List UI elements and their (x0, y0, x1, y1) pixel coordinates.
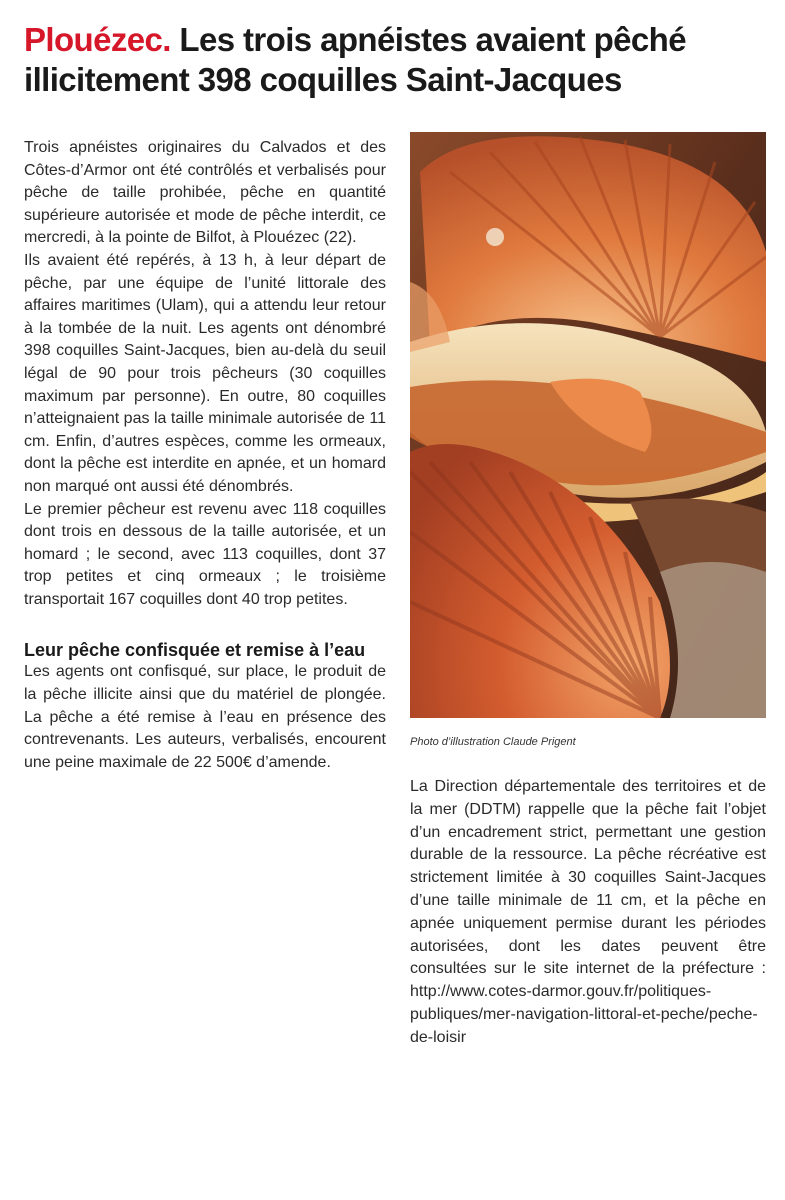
paragraph-intro: Trois apnéistes originaires du Calvados et des Côtes-d’Armor ont été contrôlés et verbalisés pour pêche de taille prohibée, pêche en quantité supérieure autorisée et mode de pêche interdit, ce mercredi, à la pointe de Bilfot, à Plouézec (22). (24, 139, 386, 247)
left-column (24, 137, 386, 774)
subheading: Leur pêche confisquée et remise à l’eau (24, 640, 366, 661)
headline (24, 20, 764, 100)
right-column (410, 776, 766, 1050)
paragraph-fishers: Le premier pêcheur est revenu avec 118 coquilles dont trois en dessous de la taille autorisée, et un homard ; le second, avec 113 coquilles, dont 37 trop petites et cinq ormeaux ; le troisième transportait 167 coquilles dont 40 trop petites. (24, 500, 386, 608)
paragraph-confiscation: Les agents ont confisqué, sur place, le produit de la pêche illicite ainsi que du matériel de plongée. La pêche a été remise à l’eau en présence des contrevenants. Les auteurs, verbalisés, encourent une peine maximale de 22 500€ d’amende. (24, 663, 386, 771)
paragraph-ddtm: La Direction départementale des territoires et de la mer (DDTM) rappelle que la pêche fait l’objet d’un encadrement strict, permettant une gestion durable de la ressource. La pêche récréative est strictement limitée à 30 coquilles Saint-Jacques d’une taille minimale de 11 cm, et la pêche en apnée uniquement permise durant les périodes autorisées, dont les dates peuvent être consultées sur le site internet de la préfecture : http://www.cotes-darmor.gouv.fr/politiques-publiques/mer-navigation-littoral-et-peche/peche-de-loisir (410, 778, 766, 1046)
scallop-photo (410, 132, 766, 718)
headline-place: Plouézec. (24, 21, 171, 58)
photo-caption: Photo d’illustration Claude Prigent (410, 736, 576, 748)
headline-text: Les trois apnéistes avaient pêché illicitement 398 coquilles Saint-Jacques (24, 21, 686, 98)
paragraph-detection: Ils avaient été repérés, à 13 h, à leur départ de pêche, par une équipe de l’unité littorale des affaires maritimes (Ulam), qui a attendu leur retour à la tombée de la nuit. Les agents ont dénombré 398 coquilles Saint-Jacques, bien au-delà du seuil légal de 90 pour trois pêcheurs (30 coquilles maximum par personne). En outre, 80 coquilles n’atteignaient pas la taille minimale autorisée de 11 cm. Enfin, d’autres espèces, comme les ormeaux, dont la pêche est interdite en apnée, et un homard non marqué ont aussi été dénombrés. (24, 251, 386, 495)
